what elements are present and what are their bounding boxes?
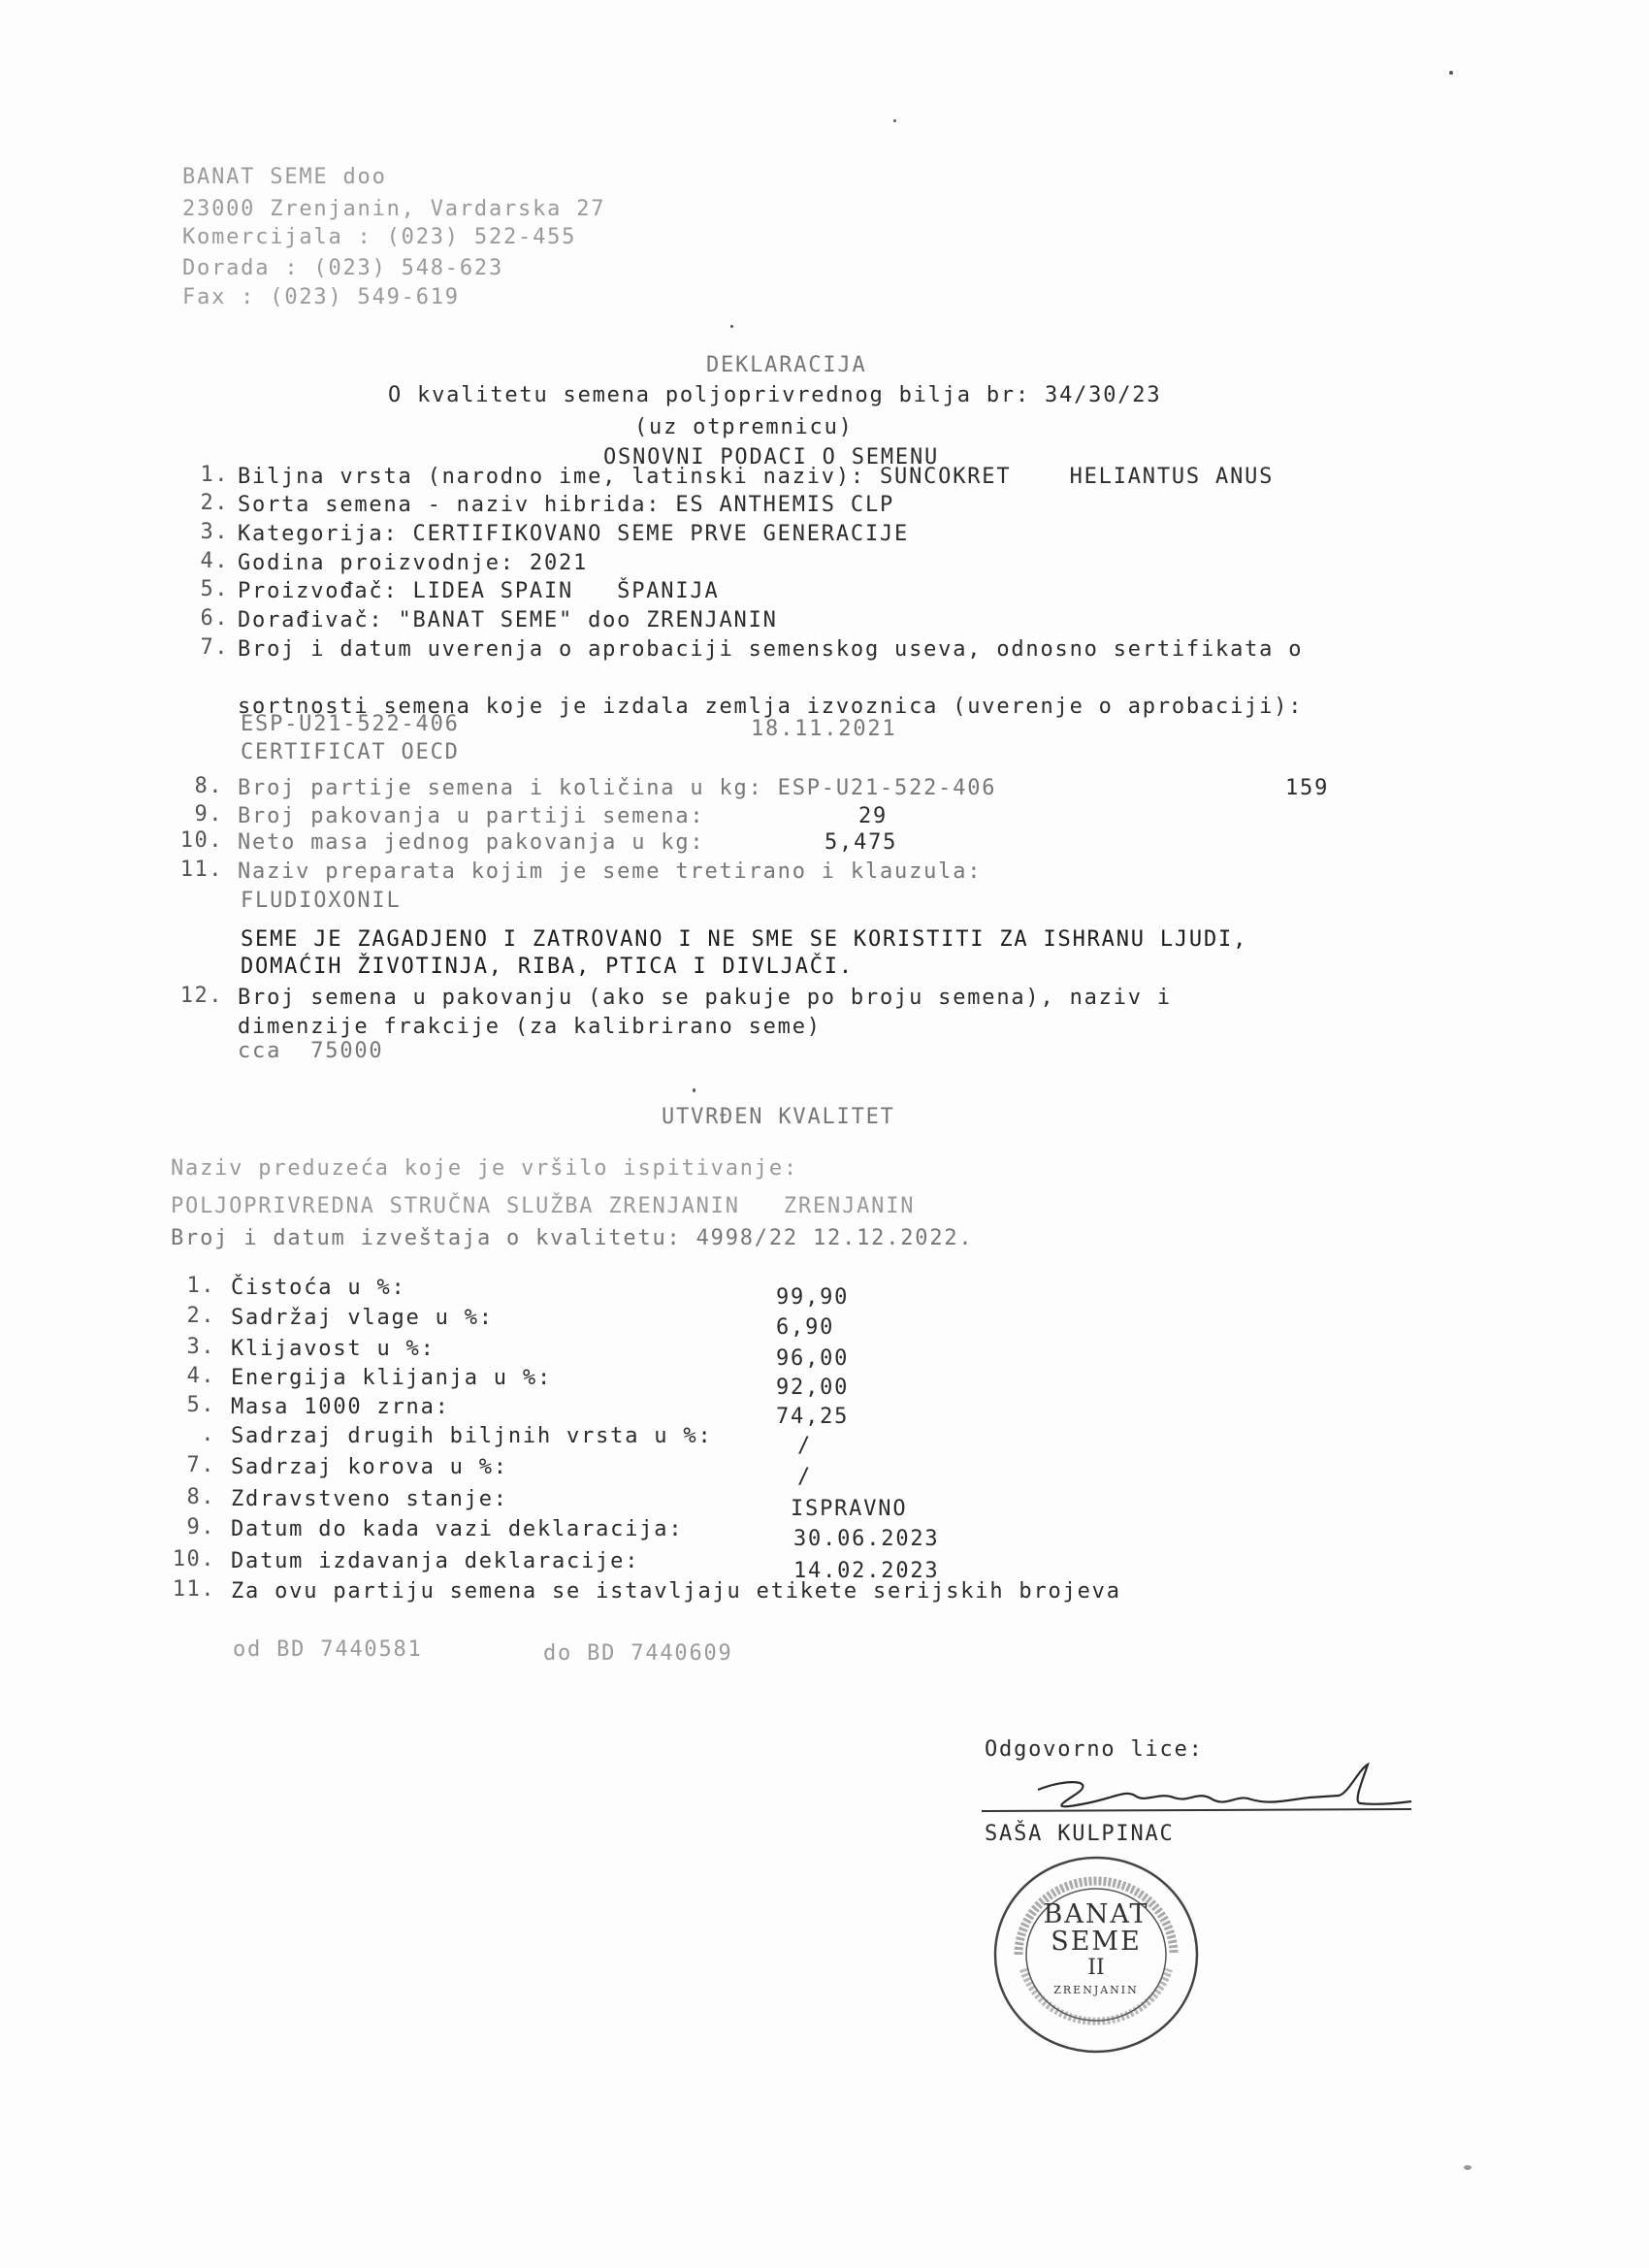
seed-count: cca 75000 xyxy=(238,1039,384,1063)
stamp-line-1: BANAT xyxy=(1043,1899,1149,1929)
basic-item-11: Naziv preparata kojim je seme tretirano i klauzula: xyxy=(238,859,983,884)
result-label: Datum do kada vazi deklaracija: xyxy=(231,1517,684,1541)
basic-item-8-value: 159 xyxy=(1285,776,1330,800)
basic-item-4: Godina proizvodnje: 2021 xyxy=(238,551,589,575)
stamp-text xyxy=(989,1901,1203,1995)
result-value: 6,90 xyxy=(776,1315,835,1340)
basic-item-2: Sorta semena - naziv hibrida: ES ANTHEMIS CLP xyxy=(238,493,895,517)
basic-item-10-value: 5,475 xyxy=(824,830,898,855)
item-number: 9. xyxy=(194,802,223,826)
basic-item-3: Kategorija: CERTIFIKOVANO SEME PRVE GENERACIJE xyxy=(238,522,910,546)
item-number: 4. xyxy=(200,549,229,573)
item-number: 1. xyxy=(200,463,229,487)
item-number: 6. xyxy=(200,606,229,631)
result-number: 11. xyxy=(172,1577,215,1602)
item7-cont: sortnosti semena koje je izdala zemlja izvoznica (uverenje o aprobaciji): xyxy=(238,695,1304,719)
scan-speck xyxy=(893,119,896,122)
handwritten-signature xyxy=(980,1761,1416,1829)
result-number: . xyxy=(201,1422,215,1446)
basic-item-7: Broj i datum uverenja o aprobaciji semenskog useva, odnosno sertifikata o xyxy=(238,637,1304,662)
lab-label: Naziv preduzeća koje je vršilo ispitivanje: xyxy=(171,1156,798,1181)
stamp-line-3: II xyxy=(1087,1955,1105,1980)
basic-item-10: Neto masa jednog pakovanja u kg: xyxy=(238,830,705,855)
item12-cont: dimenzije frakcije (za kalibrirano seme) xyxy=(238,1015,822,1039)
clause-line-1: SEME JE ZAGADJENO I ZATROVANO I NE SME SE KORISTITI ZA ISHRANU LJUDI, xyxy=(241,927,1248,952)
result-value: ISPRAVNO xyxy=(791,1497,908,1521)
preparation-name: FLUDIOXONIL xyxy=(241,889,402,913)
fax-number: Fax : (023) 549-619 xyxy=(182,285,460,309)
report-ref: Broj i datum izveštaja o kvalitetu: 4998/22 12.12.2022. xyxy=(171,1226,974,1250)
scan-speck xyxy=(1449,71,1453,75)
item-number: 10. xyxy=(179,828,223,853)
item-number: 5. xyxy=(200,577,229,601)
result-value: 14.02.2023 xyxy=(793,1559,940,1583)
result-label: Energija klijanja u %: xyxy=(231,1366,552,1390)
result-label: Datum izdavanja deklaracije: xyxy=(231,1549,640,1573)
result-label: Sadrzaj drugih biljnih vrsta u %: xyxy=(231,1424,713,1448)
result-value: 96,00 xyxy=(776,1346,850,1371)
item-number: 2. xyxy=(200,491,229,515)
item-number: 3. xyxy=(200,520,229,544)
result-number: 3. xyxy=(186,1335,215,1359)
item-number: 11. xyxy=(179,858,223,882)
result-value: 99,90 xyxy=(776,1285,850,1310)
basic-item-9-value: 29 xyxy=(858,804,889,828)
company-name: BANAT SEME doo xyxy=(182,165,387,189)
result-label: Zdravstveno stanje: xyxy=(231,1487,508,1511)
scan-speck xyxy=(1464,2165,1471,2170)
clause-line-2: DOMAĆIH ŽIVOTINJA, RIBA, PTICA I DIVLJAČI. xyxy=(241,955,854,979)
result-value: 30.06.2023 xyxy=(793,1527,940,1551)
label-range-from: od BD 7440581 xyxy=(233,1637,423,1662)
result-number: 8. xyxy=(186,1485,215,1509)
result-number: 10. xyxy=(172,1547,215,1571)
doc-subtitle: O kvalitetu semena poljoprivrednog bilja br: 34/30/23 xyxy=(388,383,1162,407)
result-label: Sadržaj vlage u %: xyxy=(231,1306,494,1330)
doc-note: (uz otpremnicu) xyxy=(634,415,854,439)
lab-name: POLJOPRIVREDNA STRUČNA SLUŽBA ZRENJANIN ZRENJANIN xyxy=(171,1194,916,1218)
result-label: Masa 1000 zrna: xyxy=(231,1395,450,1419)
company-address: 23000 Zrenjanin, Vardarska 27 xyxy=(182,197,606,221)
phone-processing: Dorada : (023) 548-623 xyxy=(182,256,503,280)
stamp-city: ZRENJANIN xyxy=(1053,1983,1139,1996)
result-label: Klijavost u %: xyxy=(231,1337,436,1361)
signatory-name: SAŠA KULPINAC xyxy=(985,1822,1175,1846)
result-number: 1. xyxy=(186,1274,215,1298)
result-label: Za ovu partiju semena se istavljaju etikete serijskih brojeva xyxy=(231,1579,1121,1604)
cert-date: 18.11.2021 xyxy=(751,717,897,741)
scan-speck xyxy=(693,1088,695,1092)
basic-item-6: Dorađivač: "BANAT SEME" doo ZRENJANIN xyxy=(238,608,778,632)
cert-type: CERTIFICAT OECD xyxy=(241,740,460,764)
result-number: 2. xyxy=(186,1304,215,1328)
section-quality-heading: UTVRĐEN KVALITET xyxy=(662,1105,895,1129)
item-number: 8. xyxy=(194,774,223,798)
section-basic-heading: OSNOVNI PODACI O SEMENU xyxy=(603,445,940,470)
result-value: / xyxy=(797,1434,813,1458)
result-value: / xyxy=(797,1465,813,1489)
basic-item-8: Broj partije semena i količina u kg: ESP-U21-522-406 xyxy=(238,776,997,800)
result-value: 74,25 xyxy=(776,1405,850,1429)
label-range-to: do BD 7440609 xyxy=(543,1641,733,1666)
signature-title: Odgovorno lice: xyxy=(985,1737,1204,1762)
item-number: 12. xyxy=(179,984,223,1008)
phone-commercial: Komercijala : (023) 522-455 xyxy=(182,225,577,249)
doc-title: DEKLARACIJA xyxy=(706,353,867,377)
item-number: 7. xyxy=(200,635,229,660)
stamp-line-2: SEME xyxy=(1051,1927,1142,1958)
result-value: 92,00 xyxy=(776,1376,850,1400)
result-number: 5. xyxy=(186,1393,215,1417)
item12-text: Broj semena u pakovanju (ako se pakuje po broju semena), naziv i xyxy=(238,986,1172,1010)
result-label: Čistoća u %: xyxy=(231,1276,406,1300)
basic-item-9: Broj pakovanja u partiji semena: xyxy=(238,804,705,828)
result-number: 4. xyxy=(186,1364,215,1388)
basic-item-5: Proizvođač: LIDEA SPAIN ŠPANIJA xyxy=(238,579,720,603)
result-label: Sadrzaj korova u %: xyxy=(231,1455,508,1479)
result-number: 9. xyxy=(186,1515,215,1539)
basic-item-1: Biljna vrsta (narodno ime, latinski naziv): SUNCOKRET HELIANTUS ANUS xyxy=(238,465,1275,489)
scan-speck xyxy=(730,325,733,328)
result-number: 7. xyxy=(186,1453,215,1477)
cert-number: ESP-U21-522-406 xyxy=(241,712,460,736)
